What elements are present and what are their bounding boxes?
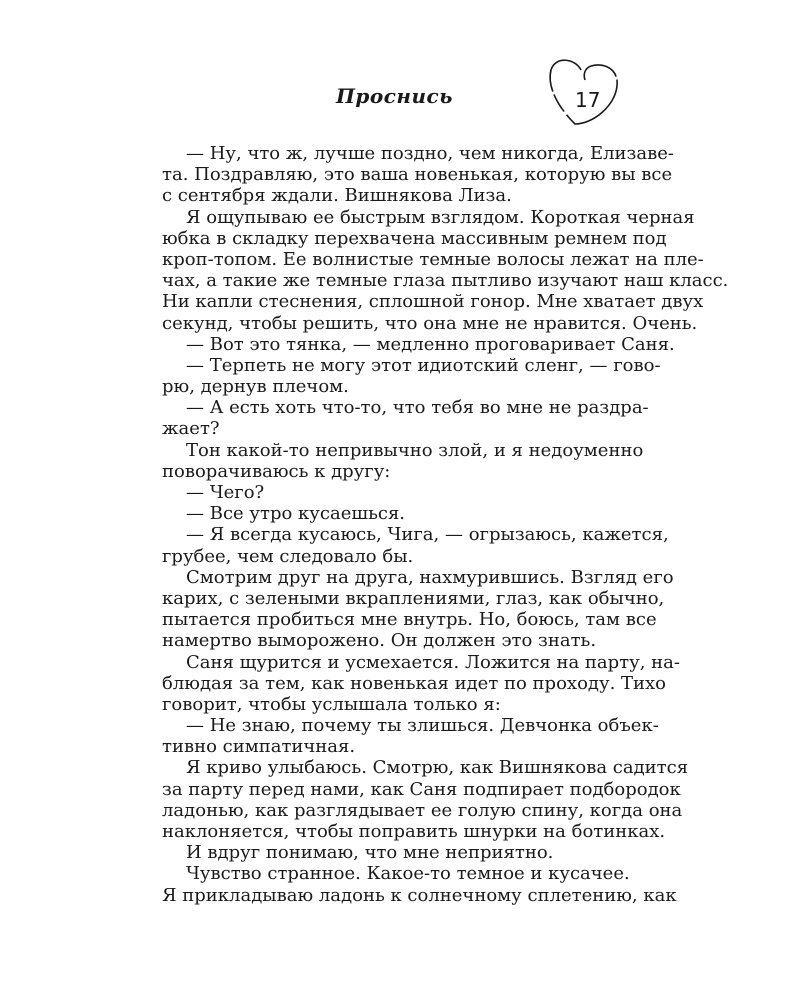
text-line: Я криво улыбаюсь. Смотрю, как Вишнякова садится	[186, 757, 689, 779]
text-line: — Вот это тянка, — медленно проговаривает Саня.	[186, 333, 675, 355]
text-line: — Все утро кусаешься.	[186, 503, 406, 525]
text-line: Тон какой-то непривычно злой, и я недоуменно	[186, 439, 644, 461]
running-title: Проснись	[336, 84, 453, 108]
text-line: Я ощупываю ее быстрым взглядом. Короткая черная	[186, 206, 695, 228]
text-line: грубее, чем следовало бы.	[162, 545, 414, 567]
text-line: Я прикладываю ладонь к солнечному сплетению, как	[162, 884, 677, 906]
text-line: карих, с зелеными вкраплениями, глаз, как обычно,	[162, 587, 665, 609]
text-line: — А есть хоть что-то, что тебя во мне не раздра-	[186, 397, 649, 419]
text-line: кроп-топом. Ее волнистые темные волосы лежат на пле-	[162, 248, 704, 270]
text-line: рю, дернув плечом.	[162, 376, 349, 398]
text-line: юбка в складку перехвачена массивным ремнем под	[162, 227, 667, 249]
text-line: И вдруг понимаю, что мне неприятно.	[186, 842, 554, 864]
text-line: — Я всегда кусаюсь, Чига, — огрызаюсь, кажется,	[186, 524, 669, 546]
text-line: тивно симпатичная.	[162, 736, 356, 758]
text-line: наклоняется, чтобы поправить шнурки на ботинках.	[162, 821, 666, 842]
text-line: пытается пробиться мне внутрь. Но, боюсь, там все	[162, 609, 657, 631]
page-number: 17	[575, 88, 601, 112]
text-line: намертво выморожено. Он должен это знать.	[162, 630, 597, 652]
text-line: Смотрим друг на друга, нахмурившись. Взгляд его	[186, 566, 674, 588]
text-line: блюдая за тем, как новенькая идет по проходу. Тихо	[162, 672, 667, 694]
text-line: — Чего?	[186, 482, 265, 503]
text-line: чах, а такие же темные глаза пытливо изучают наш класс.	[162, 270, 729, 292]
text-line: за парту перед нами, как Саня подпирает подбородок	[162, 778, 681, 800]
text-line: ладонью, как разглядывает ее голую спину, когда она	[162, 799, 683, 821]
text-line: секунд, чтобы решить, что она мне не нравится. Очень.	[162, 312, 698, 334]
text-line: — Ну, что ж, лучше поздно, чем никогда, Елизаве-	[186, 143, 674, 164]
text-line: Ни капли стеснения, сплошной гонор. Мне хватает двух	[162, 291, 704, 313]
text-line: — Терпеть не могу этот идиотский сленг, — гово-	[186, 354, 661, 376]
body-text	[162, 143, 729, 906]
text-line: Чувство странное. Какое-то темное и кусачее.	[186, 863, 630, 885]
text-line: поворачиваюсь к другу:	[162, 460, 391, 482]
text-line: — Не знаю, почему ты злишься. Девчонка объек-	[186, 715, 659, 737]
text-line: говорит, чтобы услышала только я:	[162, 693, 501, 715]
text-line: жает?	[162, 418, 220, 440]
text-line: с сентября ждали. Вишнякова Лиза.	[162, 185, 512, 207]
text-line: та. Поздравляю, это ваша новенькая, которую вы все	[162, 164, 673, 186]
text-line: Саня щурится и усмехается. Ложится на парту, на-	[186, 651, 680, 673]
